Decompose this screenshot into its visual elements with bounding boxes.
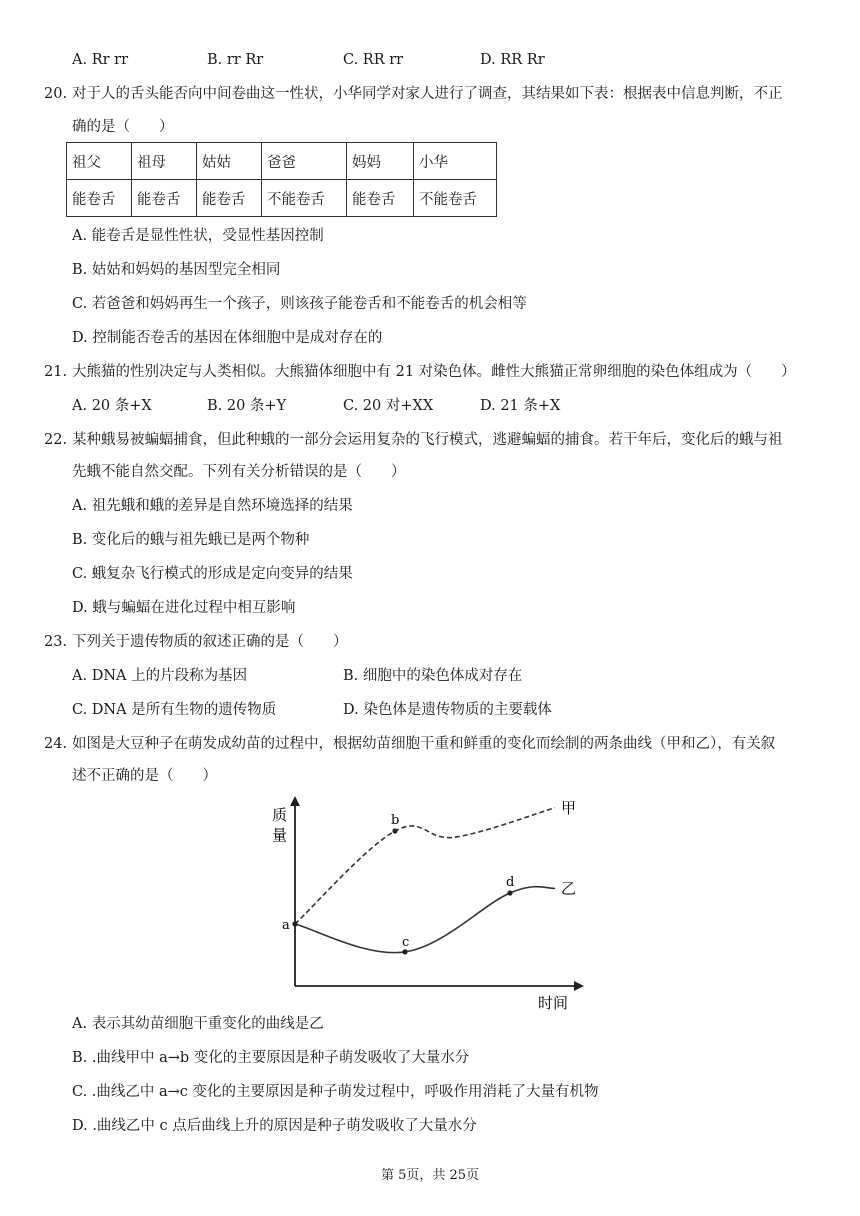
q24-option-b: B. .曲线甲中 a→b 变化的主要原因是种子萌发吸收了大量水分	[72, 1050, 470, 1066]
q20-option-b: B. 姑姑和妈妈的基因型完全相同	[72, 262, 281, 278]
table-cell: 祖母	[132, 143, 197, 180]
q20-number: 20.	[44, 86, 68, 102]
q22-stem-line1: 某种蛾易被蝙蝠捕食，但此种蛾的一部分会运用复杂的飞行模式，逃避蝙蝠的捕食。若干年后，变化后的蛾与祖	[72, 432, 783, 448]
q22-option-d: D. 蛾与蝙蝠在进化过程中相互影响	[72, 600, 296, 616]
q20-option-a: A. 能卷舌是显性性状，受显性基因控制	[72, 228, 324, 244]
y-axis-label-char-1: 质	[272, 806, 288, 824]
q21-option-b: B. 20 条+Y	[207, 398, 287, 414]
q20-option-c: C. 若爸爸和妈妈再生一个孩子，则该孩子能卷舌和不能卷舌的机会相等	[72, 296, 527, 312]
table-cell: 能卷舌	[67, 180, 132, 217]
table-cell: 能卷舌	[132, 180, 197, 217]
q22-number: 22.	[44, 432, 68, 448]
q22-option-c: C. 蛾复杂飞行模式的形成是定向变异的结果	[72, 566, 353, 582]
point-c	[402, 949, 407, 954]
q24-option-a: A. 表示其幼苗细胞干重变化的曲线是乙	[72, 1016, 324, 1032]
table-cell: 小华	[414, 143, 497, 180]
series-yi-label: 乙	[561, 879, 577, 898]
q22-stem-line2: 先蛾不能自然交配。下列有关分析错误的是（ ）	[72, 464, 406, 480]
q24-option-c: C. .曲线乙中 a→c 变化的主要原因是种子萌发过程中，呼吸作用消耗了大量有机物	[72, 1084, 599, 1100]
q19-option-b: B. rr Rr	[207, 52, 264, 68]
q24-number: 24.	[44, 736, 68, 752]
q21-number: 21.	[44, 364, 68, 380]
x-axis-label: 时间	[538, 994, 569, 1012]
q19-option-c: C. RR rr	[343, 52, 404, 68]
point-label-a: a	[282, 918, 290, 933]
q21-option-c: C. 20 对+XX	[343, 398, 434, 414]
series-jia-line	[295, 808, 555, 924]
q23-number: 23.	[44, 634, 68, 650]
q24-stem-line2: 述不正确的是（ ）	[72, 768, 217, 784]
point-b	[392, 828, 397, 833]
q20-option-d: D. 控制能否卷舌的基因在体细胞中是成对存在的	[72, 330, 383, 346]
table-cell: 妈妈	[347, 143, 414, 180]
q20-stem-line2: 确的是（ ）	[72, 119, 174, 135]
q24-option-d: D. .曲线乙中 c 点后曲线上升的原因是种子萌发吸收了大量水分	[72, 1118, 477, 1134]
q22-option-a: A. 祖先蛾和蛾的差异是自然环境选择的结果	[72, 498, 353, 514]
series-yi-line	[295, 887, 555, 953]
point-label-c: c	[402, 934, 410, 950]
q21-option-d: D. 21 条+X	[480, 398, 561, 414]
q23-option-a: A. DNA 上的片段称为基因	[72, 668, 248, 684]
q23-option-b: B. 细胞中的染色体成对存在	[343, 668, 523, 684]
table-cell: 不能卷舌	[262, 180, 347, 217]
q21-option-a: A. 20 条+X	[72, 398, 152, 414]
table-cell: 不能卷舌	[414, 180, 497, 217]
q19-option-a: A. Rr rr	[72, 52, 129, 68]
point-d	[507, 890, 512, 895]
survey-table	[66, 142, 497, 217]
page-footer: 第 5页，共 25页	[380, 1168, 480, 1183]
q24-stem-line1: 如图是大豆种子在萌发成幼苗的过程中，根据幼苗细胞干重和鲜重的变化而绘制的两条曲线（甲和乙），有关叙	[72, 736, 776, 752]
point-a	[292, 921, 297, 926]
table-cell: 姑姑	[197, 143, 262, 180]
table-cell: 能卷舌	[347, 180, 414, 217]
seed-mass-chart	[270, 790, 590, 1012]
table-cell: 祖父	[67, 143, 132, 180]
y-axis-label-char-2: 量	[272, 826, 288, 844]
series-jia-label: 甲	[561, 798, 577, 817]
q23-option-c: C. DNA 是所有生物的遗传物质	[72, 702, 277, 718]
table-header-row	[67, 143, 497, 180]
table-row	[67, 180, 497, 217]
q23-option-d: D. 染色体是遗传物质的主要载体	[343, 702, 552, 718]
q21-stem: 大熊猫的性别决定与人类相似。大熊猫体细胞中有 21 对染色体。雌性大熊猫正常卵细胞的染色体组成为（ ）	[72, 364, 796, 380]
table-cell: 爸爸	[262, 143, 347, 180]
table-cell: 能卷舌	[197, 180, 262, 217]
point-label-b: b	[391, 813, 400, 828]
q20-stem-line1: 对于人的舌头能否向中间卷曲这一性状，小华同学对家人进行了调查，其结果如下表：根据表中信息判断，不正	[72, 86, 783, 102]
q23-stem: 下列关于遗传物质的叙述正确的是（ ）	[72, 634, 348, 650]
point-label-d: d	[506, 875, 515, 890]
q22-option-b: B. 变化后的蛾与祖先蛾已是两个物种	[72, 532, 310, 548]
q19-option-d: D. RR Rr	[480, 52, 545, 68]
